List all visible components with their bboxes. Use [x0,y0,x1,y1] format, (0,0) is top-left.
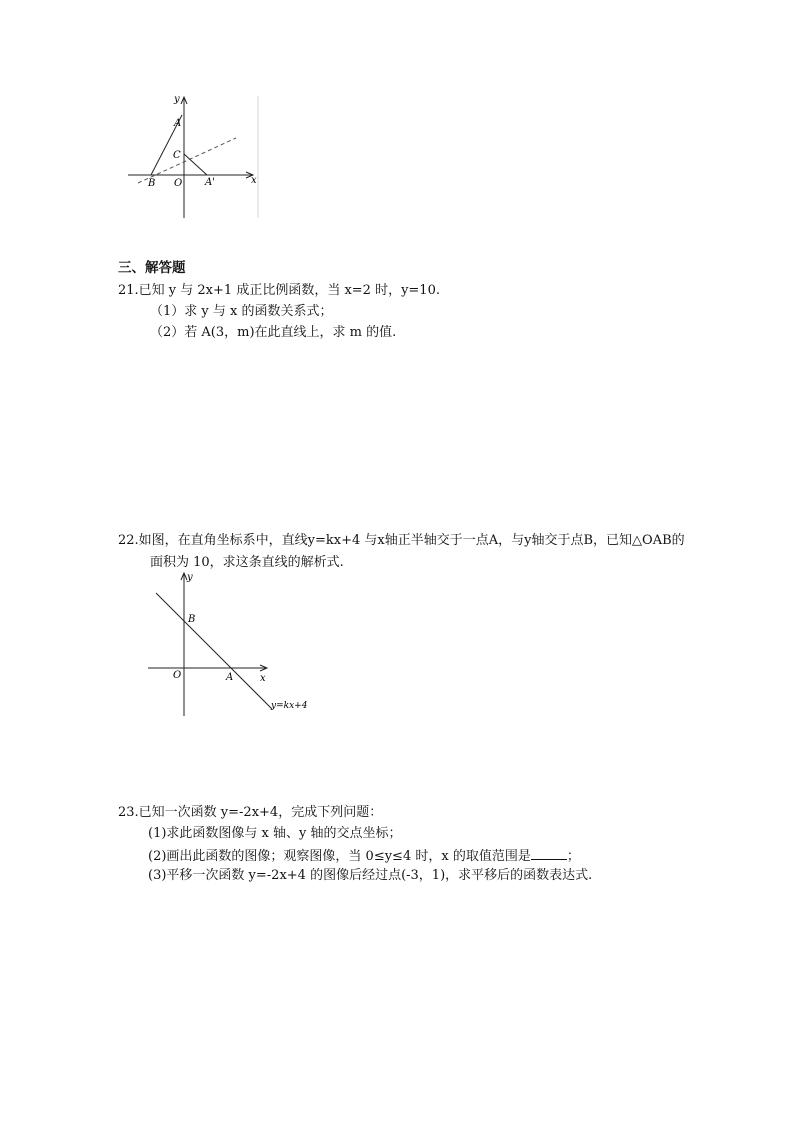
q23-part1: (1)求此函数图像与 x 轴、y 轴的交点坐标； [148,826,402,841]
q21-part2: （2）若 A(3，m)在此直线上，求 m 的值. [150,325,397,340]
q23-part2-end: ； [566,849,580,864]
q22-line2: 面积为 10，求这条直线的解析式. [150,555,344,570]
label-x: x [260,673,266,684]
label-a: A [226,672,234,683]
label-line-equation: y=kx+4 [271,701,308,711]
line-y-kx-4 [156,593,272,709]
q23-stem: 23.已知一次函数 y=-2x+4，完成下列问题： [118,805,383,820]
q23-part3: (3)平移一次函数 y=-2x+4 的图像后经过点(-3，1)，求平移后的函数表达式. [148,868,593,883]
label-b: B [148,178,156,189]
section-title: 三、解答题 [118,260,186,276]
q21-stem: 21.已知 y 与 2x+1 成正比例函数，当 x=2 时，y=10. [118,283,440,298]
segment-ca-prime [184,154,207,175]
label-a-prime: A' [205,177,215,188]
q23-part2-text: (2)画出此函数的图像；观察图像，当 0≤y≤4 时，x 的取值范围是 [148,849,531,864]
label-o: O [173,670,182,681]
label-y: y [174,94,180,105]
label-x: x [251,175,257,186]
figure-1 [118,88,268,223]
figure-2 [140,568,320,720]
label-o: O [174,178,183,189]
q23-part2 [148,847,580,865]
answer-blank[interactable] [531,847,567,860]
dashed-line-bc [138,138,236,183]
label-y: y [187,572,193,583]
q22-line1: 22.如图，在直角坐标系中，直线y=kx+4 与x轴正半轴交于一点A，与y轴交于点B，已知△OAB的 [118,533,685,548]
label-a: A [174,118,182,129]
q21-part1: （1）求 y 与 x 的函数关系式； [150,304,333,319]
label-b: B [188,614,196,625]
label-c: C [173,150,181,161]
